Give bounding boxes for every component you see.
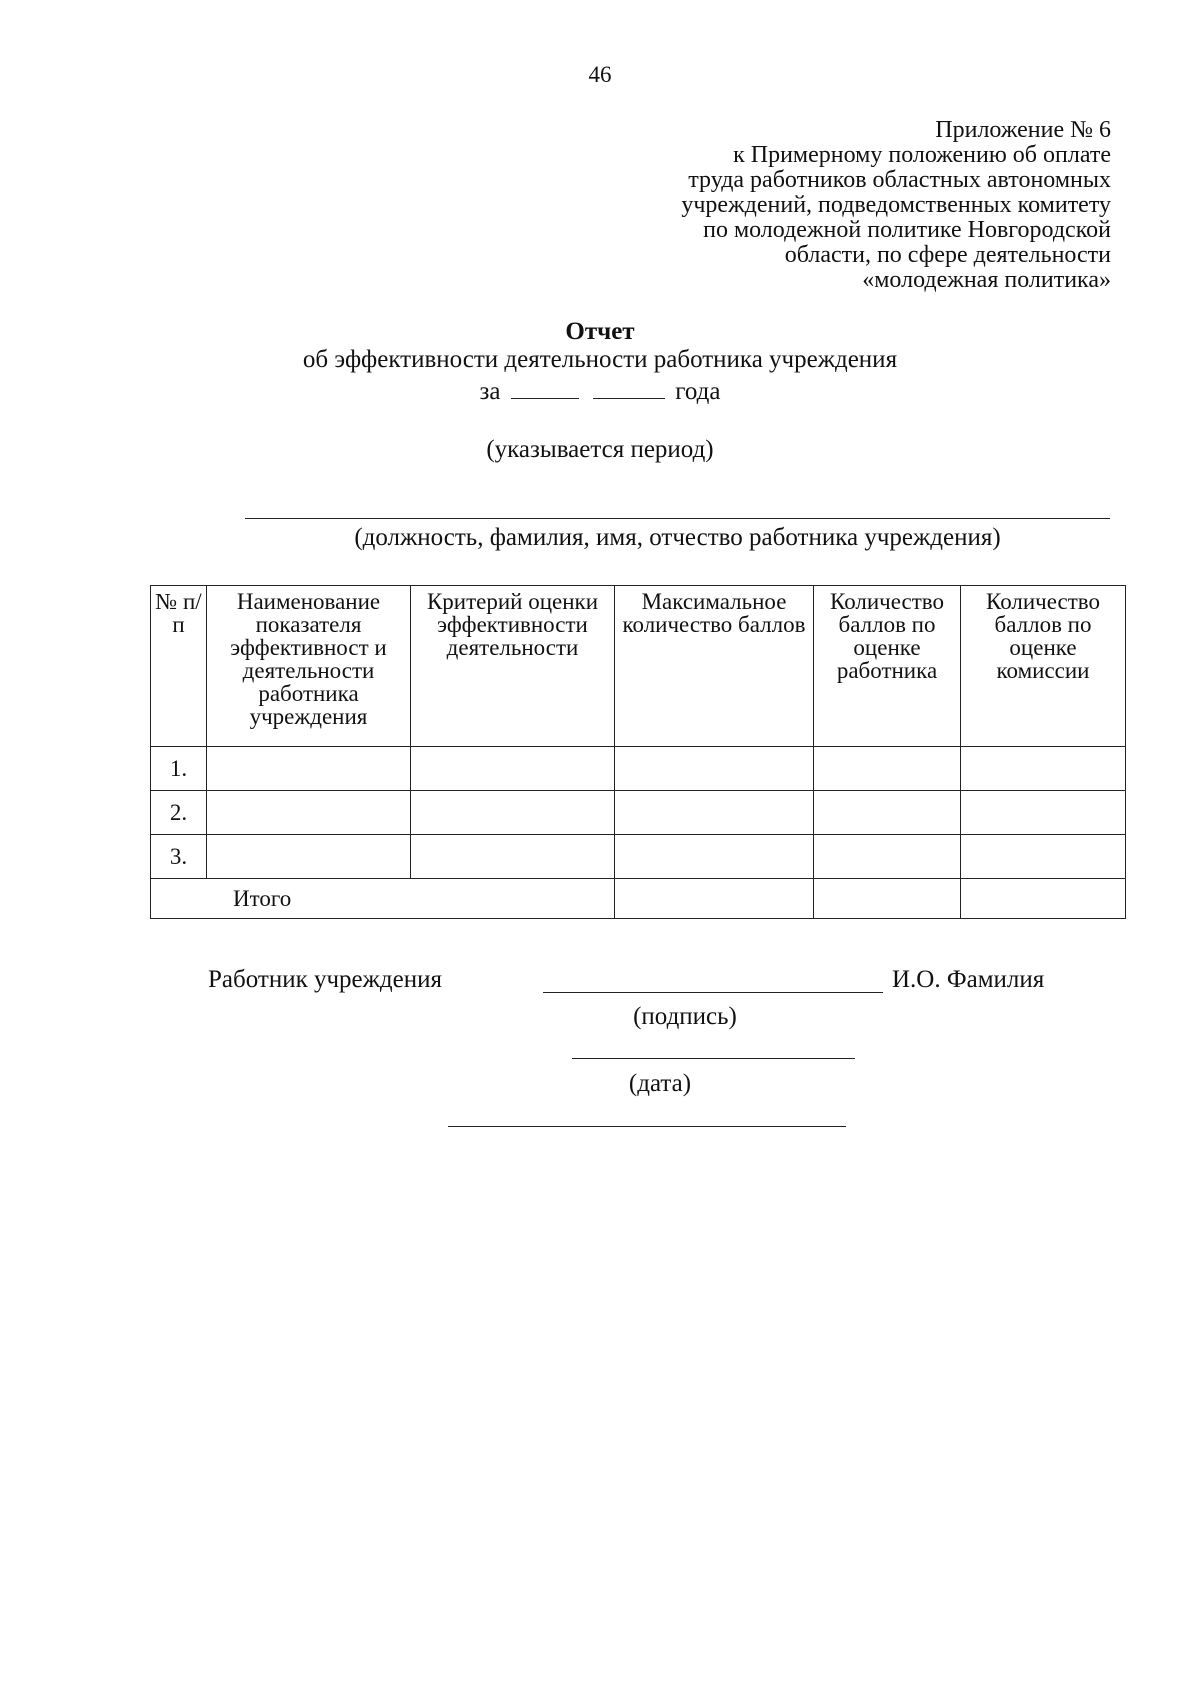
- period-blank-1[interactable]: [511, 397, 579, 399]
- table-header-row: [151, 586, 1126, 747]
- header-max-points: Максимальное количество баллов: [615, 586, 814, 747]
- appendix-line: по молодежной политике Новгородской: [703, 217, 1111, 243]
- appendix-line: к Примерному положению об оплате: [733, 142, 1111, 168]
- row-number: 3.: [151, 835, 207, 879]
- employee-points-cell[interactable]: [814, 747, 961, 791]
- bottom-line: [448, 1126, 846, 1127]
- employee-points-cell[interactable]: [814, 835, 961, 879]
- period-blank-2[interactable]: [593, 397, 665, 399]
- table-row: [151, 747, 1126, 791]
- report-title: Отчет: [565, 318, 635, 345]
- table-row: [151, 791, 1126, 835]
- period-note: (указывается период): [486, 436, 714, 463]
- efficiency-table: [150, 585, 1126, 919]
- total-commission-points-cell[interactable]: [961, 879, 1126, 919]
- total-row: [151, 879, 1126, 919]
- appendix-line: Приложение № 6: [935, 117, 1111, 143]
- commission-points-cell[interactable]: [961, 835, 1126, 879]
- period-prefix: за: [479, 378, 501, 405]
- employee-note: (должность, фамилия, имя, отчество работника учреждения): [354, 524, 1001, 551]
- max-points-cell[interactable]: [615, 835, 814, 879]
- report-period-line: [0, 378, 1200, 406]
- criterion-cell[interactable]: [411, 791, 615, 835]
- table-row: [151, 835, 1126, 879]
- commission-points-cell[interactable]: [961, 747, 1126, 791]
- header-criterion: Критерий оценки эффективности деятельности: [411, 586, 615, 747]
- header-employee-points: Количество баллов по оценке работника: [814, 586, 961, 747]
- header-number: № п/п: [151, 586, 207, 747]
- signature-label: Работник учреждения: [208, 966, 442, 993]
- appendix-header: [511, 118, 1111, 293]
- page-number: 46: [588, 62, 612, 87]
- commission-points-cell[interactable]: [961, 791, 1126, 835]
- total-employee-points-cell[interactable]: [814, 879, 961, 919]
- appendix-line: труда работников областных автономных: [688, 167, 1111, 193]
- appendix-line: учреждений, подведомственных комитету: [681, 192, 1111, 218]
- appendix-line: области, по сфере деятельности: [784, 242, 1111, 268]
- indicator-cell[interactable]: [207, 835, 411, 879]
- total-label: Итого: [151, 879, 615, 919]
- total-max-points-cell[interactable]: [615, 879, 814, 919]
- date-line[interactable]: [572, 1058, 855, 1059]
- signature-note: (подпись): [633, 1003, 737, 1030]
- max-points-cell[interactable]: [615, 747, 814, 791]
- row-number: 1.: [151, 747, 207, 791]
- header-commission-points: Количество баллов по оценке комиссии: [961, 586, 1126, 747]
- report-subtitle: об эффективности деятельности работника учреждения: [302, 346, 898, 373]
- period-suffix: года: [675, 378, 721, 405]
- indicator-cell[interactable]: [207, 747, 411, 791]
- signature-line[interactable]: [543, 992, 883, 993]
- employee-name-line[interactable]: [245, 518, 1110, 519]
- appendix-line: «молодежная политика»: [862, 267, 1111, 293]
- header-indicator-name: Наименование показателя эффективност и деятельности работника учреждения: [207, 586, 411, 747]
- row-number: 2.: [151, 791, 207, 835]
- signature-name: И.О. Фамилия: [892, 966, 1045, 993]
- criterion-cell[interactable]: [411, 747, 615, 791]
- indicator-cell[interactable]: [207, 791, 411, 835]
- employee-points-cell[interactable]: [814, 791, 961, 835]
- max-points-cell[interactable]: [615, 791, 814, 835]
- criterion-cell[interactable]: [411, 835, 615, 879]
- date-note: (дата): [628, 1070, 692, 1097]
